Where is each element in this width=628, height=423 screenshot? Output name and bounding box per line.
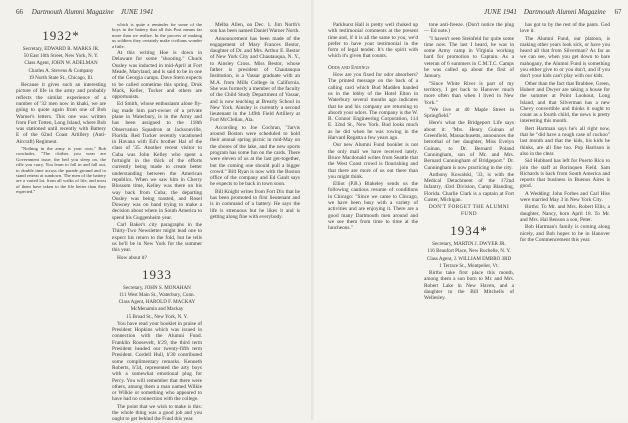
magazine-title: Dartmouth Alumni Magazine: [523, 8, 606, 16]
paragraph: Melba Allen, on Dec. 1. Jim North's son has been named Daniel Warner North.: [210, 22, 300, 35]
paragraph: Here's what the Bridgeport Life says about it: "Mrs. Henry Guinan of Greenfield, Massachusetts, announces the betrothal of her daughter, Miss Evelyn Guinan, to Dr. Bernard Poland Cunningham, son of Mr. and Mrs. Bernard Cunningham of Bridgeport." Dr. Cunningham is now practicing in the city.: [424, 120, 514, 171]
column-5: [424, 22, 514, 414]
magazine-title: Dartmouth Alumni Magazine: [31, 8, 114, 16]
secretary: Secretary, JOHN S. MONAHAN: [123, 284, 191, 291]
paragraph: Carl Baker's city paragraphs in the Thirty-Two Newsletter might lead one to expect his return to the fold, but he tells us he'll be in New York for the summer this year.: [112, 222, 202, 254]
paragraph: has got to by the rest of the pants. God love it.: [520, 22, 610, 35]
paragraph: Bert Hartman says he's all right now, that he "did have a rough case of cuckoo" last month and that the kids, his kids he thinks, are all fine too. Pop Harrison is also in the clear.: [520, 125, 610, 157]
paragraph: Sid Hubbard has left for Puerto Rico to join the staff at Borinquen Field. Sam Richards is back from South America and reports that business in Buenos Aires is good.: [520, 158, 610, 190]
class-agent: Class Agent, HAROLD F. MACKAY: [118, 299, 196, 306]
paragraph: Elliot (P.B.) Blakeley sends us the following cautious resume of conditions in Chicago: "Since we came to Chicago, we have been busy with a variety of activities and are enjoying it. There are a good many Dartmouth men around and we see them from time to time at the luncheons.": [328, 181, 418, 232]
paragraph: The Alumni Fund, our platoon, is making other years look sick, or have you heard all that from Silverman? As far as we can see, when you get down to bare mahogany, the Alumni Fund is something you either give to or you don't, and if you don't your kids can't play with our kids.: [520, 35, 610, 80]
paragraph: Births: To Mr. and Mrs. Robert Ellis, a daughter, Nancy, born April 18. To Mr. and Mrs. Hal Benson a son, Peter.: [520, 204, 610, 223]
class-year-heading: 1934*: [450, 223, 488, 239]
paragraph: The point that we wish to make is this: the whole thing was a good job and you ought to get behind the Fund this year.: [112, 403, 202, 423]
paragraph: How are you fixed for odor absorbers? The printed message on the back of a calling card which Bud Madden handed us in the lobby of the Hotel Elton in Waterbury several months ago indicates that he and his company are returning to absorb your odors. The company is the W. B. Connor Engineering Corporation, 114 E. 32nd St., New York. Bud looks much as he did when he was rowing in the Harvard Regatta a few years ago.: [328, 72, 418, 142]
paragraph: Bill Knight writes from Fort Dix that he has been promoted to first lieutenant and is in command of a battery. He says the life is strenuous but he likes it and is getting along fine with everybody.: [210, 188, 300, 220]
class-year-heading: 1932*: [42, 28, 80, 43]
paragraph: How about it?: [117, 254, 148, 261]
running-head-right: [484, 8, 622, 16]
paragraph: Other than the fact that Brabbee, Green, Hubert and Dwyer are taking a house for the summer at Point Lookout, Long Island, and that Silverman has a new Chevy convertible and thinks it ought to count as a fourth child, the news is pretty interesting this month.: [520, 80, 610, 125]
secretary: Secretary, EDWARD R. MARKS JR.: [22, 46, 100, 52]
paragraph: Ed Smith, whose enthusiasm alone fly- ing made him part-owner of a private plane in Waterbury, is in the Army and has been assigned to the 118th Observation Squadron at Jacksonville, Florida. Red Tucker recently vacationed in Havana with Ed's brother Hal of the class of '35. Another recent visitor to Cuba was John Kelley who spent a fortnight in the thick of the efforts currently being made to create better understanding between the American republics. When we saw him in Cherry Blossom time, Kelley was there on his way back from Cuba; the departing Ousley was being toasted, and Rosel Downey was on hand trying to make a decision about where in South America to spend his Guggenheim year.: [112, 101, 202, 221]
issue-date: JUNE 1941: [484, 8, 517, 16]
page-number: 66: [16, 8, 23, 16]
agent-address: 19 North State St., Chicago, Ill.: [28, 74, 94, 81]
paragraph: Bob Hartman's family is coming along nicely, and Bob hopes to be in Hanover for the Commencement this year.: [520, 224, 610, 243]
class-year-heading: 1933: [142, 266, 172, 282]
column-4: [328, 22, 418, 414]
issue-date: JUNE 1941: [120, 8, 154, 16]
secretary-address: 50 East 10th Street, New York, N. Y.: [23, 53, 99, 60]
column-3: [210, 22, 300, 414]
running-head-left: [16, 8, 154, 16]
paragraph: tone anti-freeze. (Don't notice the plug — Ed note.): [424, 22, 514, 35]
secretary: Secretary, MARTIN J. DWYER JR.: [432, 241, 506, 248]
paragraph: Births take first place this month, among them a son born to Mr. and Mrs. Robert Lake in New Haven, and a daughter to the Bill Mitchells of Wellesley.: [424, 269, 514, 302]
paragraph: "I haven't seen Steinfeld for quite some time now. The last I heard, he was in some Army camp in Virginia working hard for promotion to Captain. As a veteran of 6 summers in C.M.T.C. Camps he was called up about the first of January.: [424, 35, 514, 80]
class-agent: Class Agent, J. WILLIAM EMBRO 3RD: [426, 255, 512, 262]
agent-address: 15 Broad St., New York, N. Y.: [126, 313, 188, 320]
quoted-letter: which is quite a reminder for some of the boys in the battery that all this Post means far more than we realize. In the process of making us soldiers they certainly make civilians wonder a little.: [112, 22, 202, 49]
alumni-fund-notice: DON'T FORGET THE ALUMNI FUND: [428, 204, 510, 217]
paragraph: According to Joe Cochran, "Jarvis around Boston were scheduled to hold their annual spring picnic in mid-May on the shores of the lake, and the new sports program has some fun on the cards. There were eleven of us at the last get-together, but the coming one should pull a bigger crowd." Bill Ryan is now with the Boston office of the company and Ed Gault says he expects to be back in town soon.: [210, 124, 300, 188]
column-2: [112, 22, 202, 423]
agent-address: 1 Terrace St., Montpelier, Vt.: [439, 262, 499, 269]
quoted-letter: "Nothing in the army is your own," Bob concludes. "The clothes you wear are Government issue, the bed you sleep on, the rifle you carry. You learn to fall in and fall out, to double time across the parade ground and to stand retreat at sundown. The men of the battery are a varied lot, from all walks of life, and most of them have taken to the life better than they expected.": [16, 145, 106, 195]
secretary-address: 111 West Main St., Waterbury, Conn.: [119, 292, 195, 299]
page-number: 67: [614, 8, 622, 16]
subheading: Odds and Endings: [328, 64, 370, 71]
agent-company: Charles A. Stevens & Company: [28, 67, 94, 74]
paragraph: You have read your booklet in praise of President Hopkins which was issued in connection with the Alumni Fund. Franklin Roosevelt, h'29, the third term President headed our twenty-fifth term President. Cordell Hull, h'30 contributed some complimentary remarks. Kenneth Roberts, h'34, represented the arty boys with a somewhat emotional plug for Percy. You will remember that there were others, among them a man named Wilkie or Wilkie or something who appeared to have had no connection with the college.: [112, 320, 202, 403]
paragraph: Parkhurst Hall is pretty well choked up with testimonial comments at the present time and, if it is all the same to you, we'd prefer to have your testimonial in the form of legal tender. It's the spirit with which it's given that counts.: [328, 22, 418, 60]
paragraph: Announcement has been made of the engagement of Mary Frances Bestor, daughter of Dr. and Mrs. Arthur E. Bestor of New York City and Chautauqua, N. Y., to Ainsley Cross. Miss Bestor, whose father is president of Chautauqua Institution, is a Vassar graduate with an M.A. from Mills College in California. She was formerly a member of the faculty of the Child Study Department of Vassar, and is now teaching at Brearly School in New York. Ainsley is currently a second lieutenant in the 149th Field Artillery at Fort McClellan, Ala.: [210, 35, 300, 124]
paragraph: Because it gives such an interesting picture of life in the army and probably reflects the similar experience of a number of '32 men now in khaki, we are going to quote again from one of Bob Warner's letters. This one was written from Fort Totten, Long Island, where Bob was stationed until recently with Battery E of the 62nd Coast Artillery (Anti-Aircraft) Regiment.: [16, 82, 106, 145]
secretary-address: 116 Beaufort Place, New Rochelle, N. Y.: [427, 248, 511, 255]
paragraph: "We live at 40 Maple Street in Springfield.": [424, 106, 514, 120]
paragraph: Our new Alumni Fund booklet is not the only mail we have received lately. Bruce Macdonald writes from Seattle that the West Coast crowd is flourishing and that there are more of us out there than you might think.: [328, 142, 418, 180]
paragraph: Anthony Kowalski, '33, is with the Medical Detachment of the 172nd Infantry, 43rd Division, Camp Blanding, Florida. Charlie Clark is a captain at Fort Custer, Michigan.: [424, 171, 514, 204]
paragraph: "Since White River is part of my territory, I get back to Hanover much more often than when I lived in New York.": [424, 80, 514, 106]
column-1: [16, 22, 106, 414]
paragraph: A Wedding: John Forbes and Carl Hiss were married May 3 in New York City.: [520, 190, 610, 204]
paragraph: At this writing Hoe is down in Delaware for some "shooting." Chuck Ousley was inducted in mid-April at Fort Meade, Maryland, and is said to be in one of the Georgia camps. Dave Stern expects to be called sometime this spring. Druk Mack, Keller, Tucker and others are opportunists.: [112, 50, 202, 101]
right-page: [314, 0, 628, 420]
column-6: [520, 22, 610, 414]
agent-company: McMenamin and Mackay: [130, 306, 184, 313]
class-agent: Class Agent, JOHN W. ADELMAN: [24, 60, 98, 67]
